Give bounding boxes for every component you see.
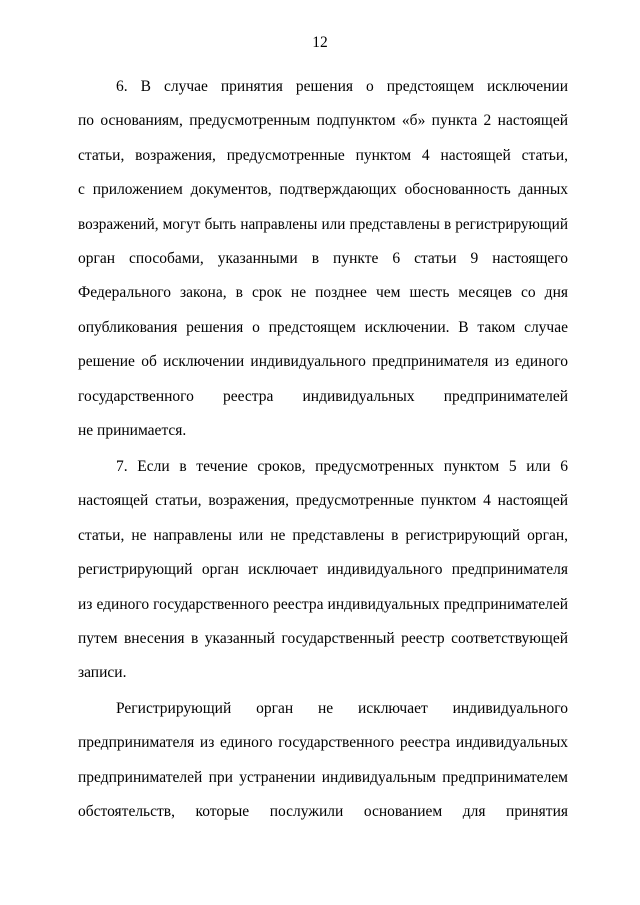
text-line: Регистрирующий орган не исключает индивидуального (116, 700, 568, 717)
text-line: орган способами, указанными в пункте 6 статьи 9 настоящего (78, 249, 568, 267)
text-line: статьи, не направлены или не представлены в регистрирующий орган, (78, 526, 568, 544)
text-line: решение об исключении индивидуального предпринимателя из единого (78, 353, 568, 371)
text-line: настоящей статьи, возражения, предусмотренные пунктом 4 настоящей (78, 492, 568, 510)
text-line: статьи, возражения, предусмотренные пунктом 4 настоящей статьи, (78, 146, 568, 164)
paragraph-registering-authority (78, 692, 568, 830)
text-line: из единого государственного реестра индивидуальных предпринимателей (78, 595, 568, 613)
text-line: по основаниям, предусмотренным подпунктом «б» пункта 2 настоящей (78, 112, 568, 130)
text-line: не принимается. (78, 421, 187, 439)
text-line: путем внесения в указанный государственный реестр соответствующей (78, 629, 568, 647)
page-number: 12 (312, 34, 328, 51)
text-line: предпринимателей при устранении индивидуальным предпринимателем (78, 768, 568, 786)
text-line: регистрирующий орган исключает индивидуального предпринимателя (78, 561, 568, 579)
text-line: 7. Если в течение сроков, предусмотренных пунктом 5 или 6 (116, 458, 568, 475)
text-line: Федерального закона, в срок не позднее чем шесть месяцев со дня (78, 284, 568, 302)
text-line: возражений, могут быть направлены или представлены в регистрирующий (78, 215, 568, 233)
text-line: обстоятельств, которые послужили основанием для принятия (78, 803, 568, 821)
text-line: с приложением документов, подтверждающих обоснованность данных (78, 181, 568, 199)
text-line: государственного реестра индивидуальных предпринимателей (78, 387, 568, 405)
paragraph-7 (78, 450, 568, 691)
text-line: опубликования решения о предстоящем исключении. В таком случае (78, 318, 568, 336)
text-line: 6. В случае принятия решения о предстоящем исключении (116, 78, 568, 95)
paragraph-6 (78, 70, 568, 448)
text-line: записи. (78, 664, 127, 682)
text-line: предпринимателя из единого государственного реестра индивидуальных (78, 734, 568, 752)
